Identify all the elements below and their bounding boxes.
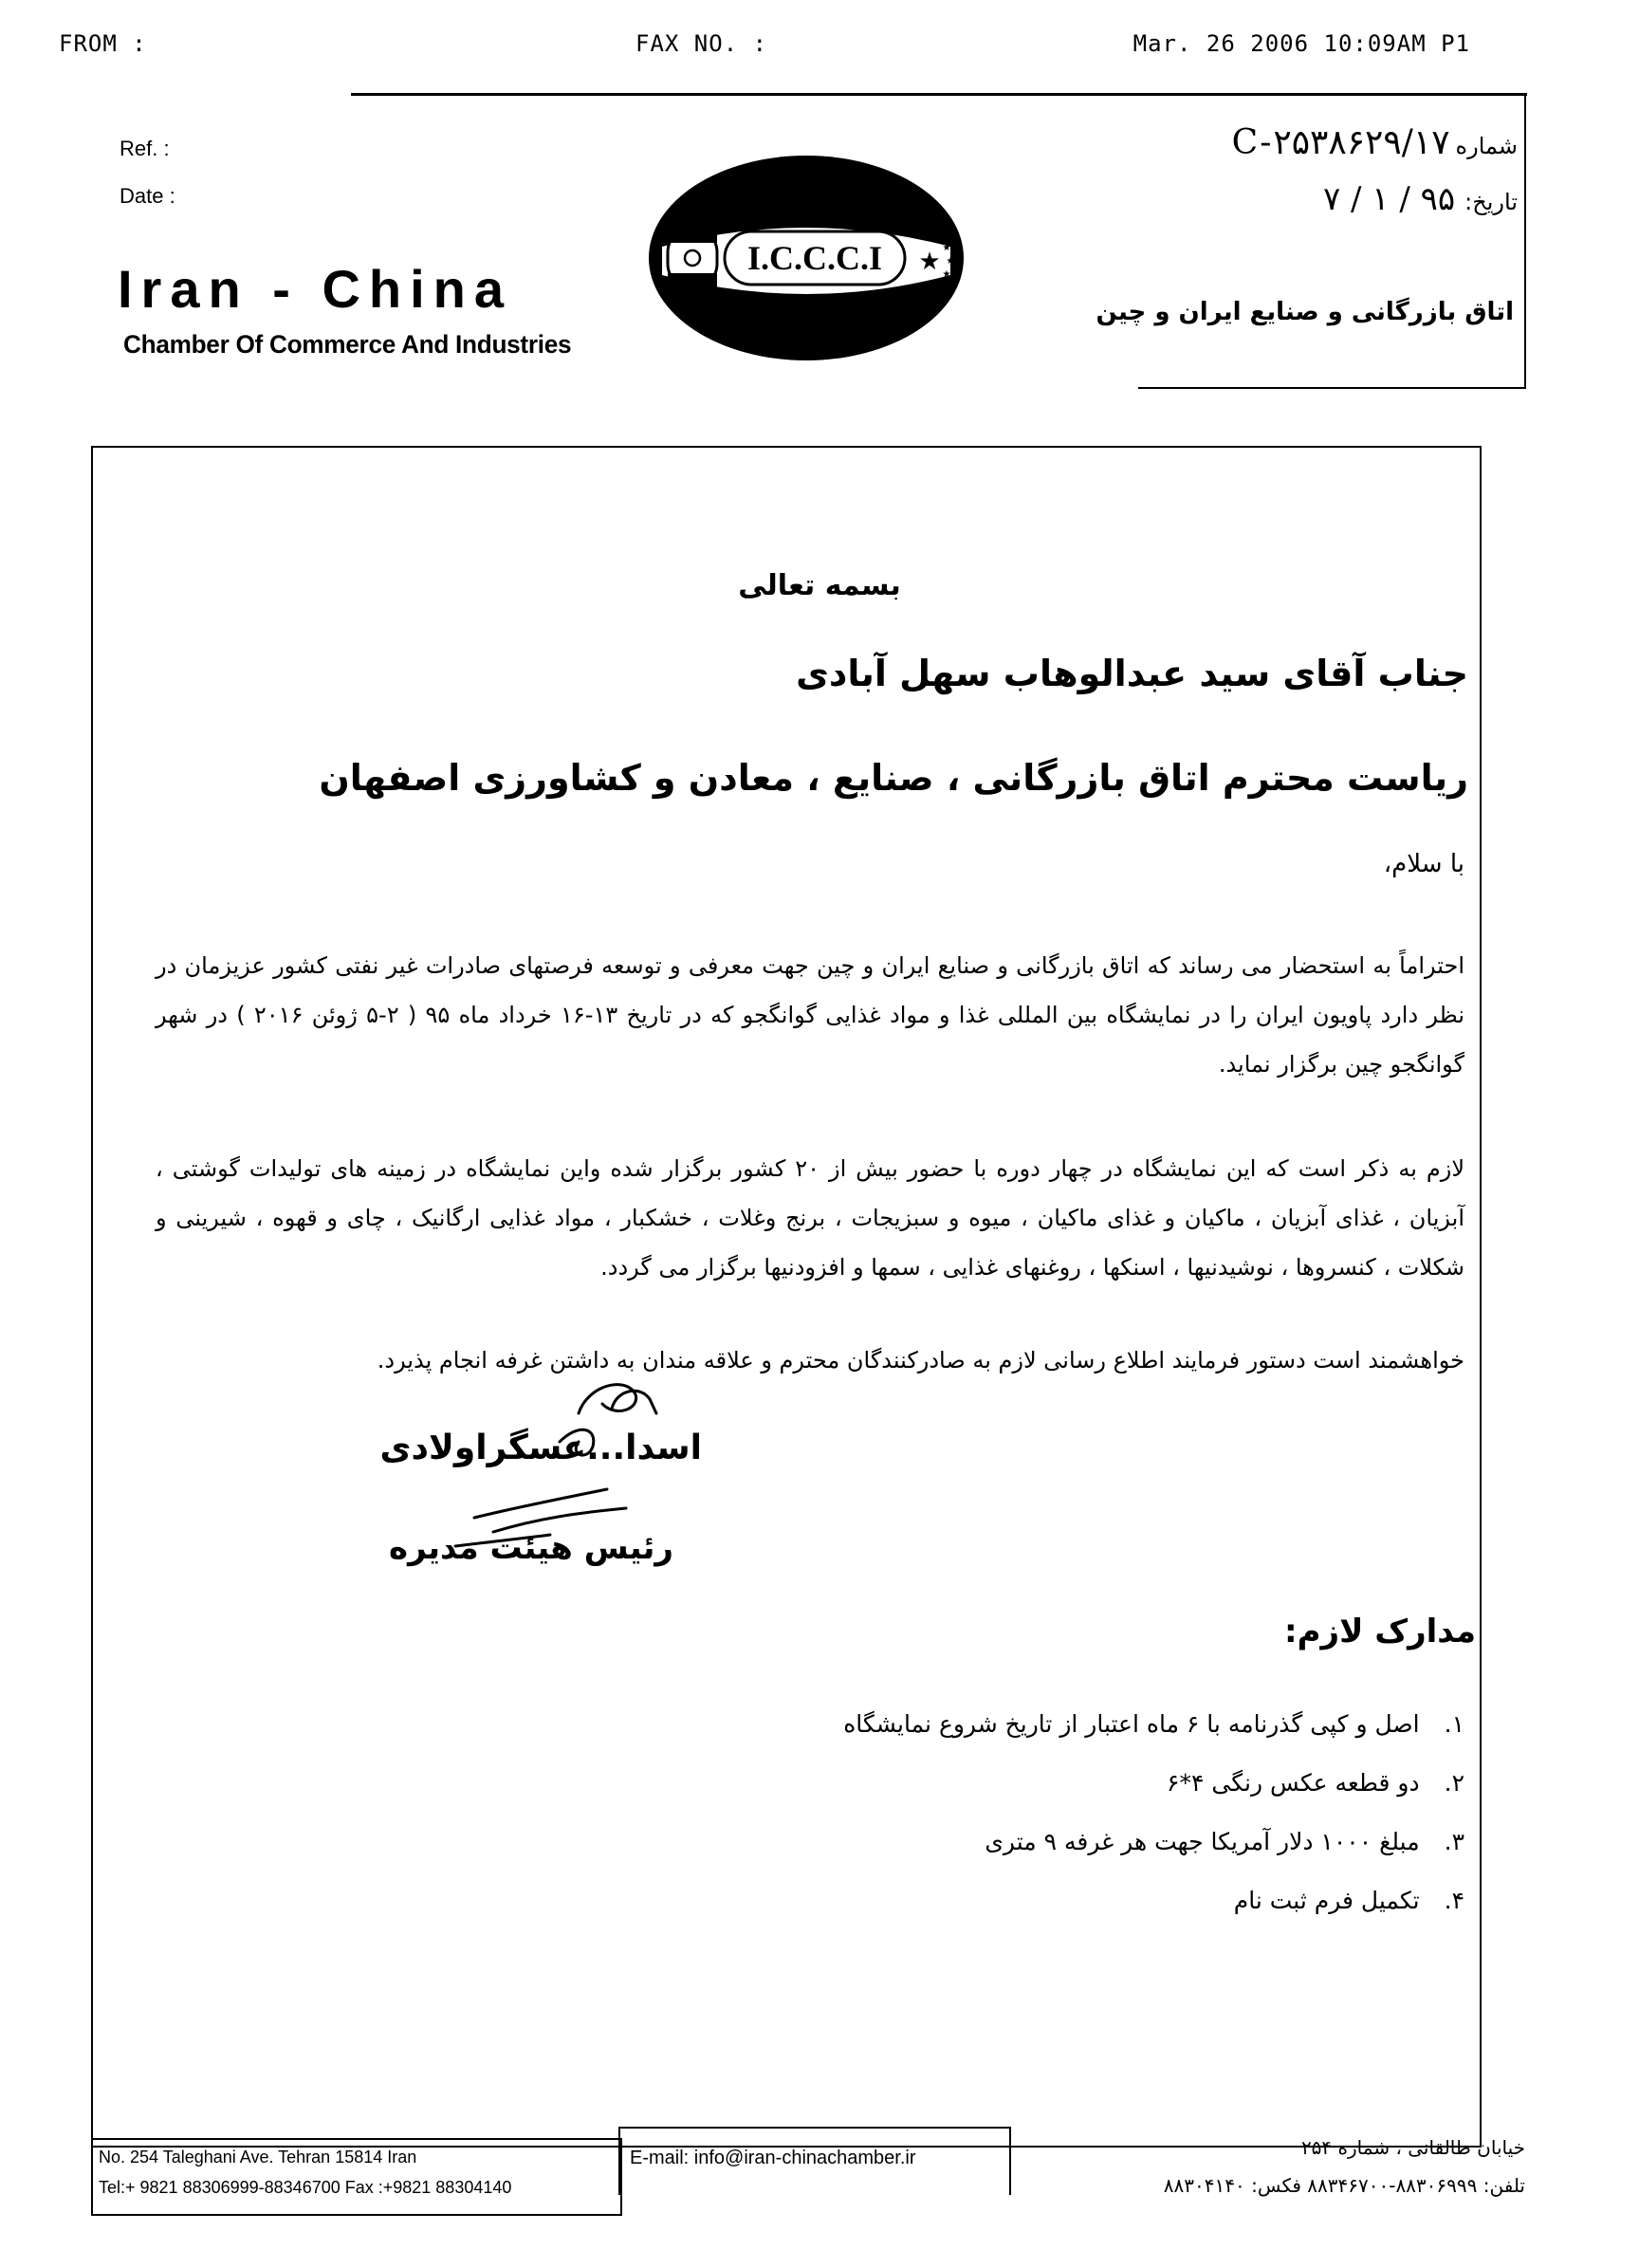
list-item-number: ۱. xyxy=(1444,1709,1464,1738)
requirements-title: مدارک لازم: xyxy=(1284,1613,1476,1650)
fax-datetime: Mar. 26 2006 10:09AM P1 xyxy=(1133,30,1470,57)
footer-phone-en: Tel:+ 9821 88306999-88346700 Fax :+9821 88304140 xyxy=(99,2178,512,2197)
letter-number xyxy=(1232,123,1518,162)
letter-number-label: شماره xyxy=(1455,133,1518,159)
fax-from: FROM : xyxy=(59,30,147,57)
china-flag-icon xyxy=(918,243,954,280)
svg-text:★: ★ xyxy=(942,243,951,253)
svg-text:★: ★ xyxy=(942,269,951,280)
list-item-text: تکمیل فرم ثبت نام xyxy=(1233,1886,1420,1914)
list-item xyxy=(843,1871,1464,1929)
fax-header xyxy=(0,30,1639,68)
chamber-logo xyxy=(645,152,967,364)
org-title-en: Iran - China xyxy=(118,259,513,319)
list-item-text: دو قطعه عکس رنگی ۴*۶ xyxy=(1167,1768,1420,1797)
letterhead-rule-right xyxy=(1524,93,1526,389)
list-item xyxy=(843,1812,1464,1871)
org-subtitle-en: Chamber Of Commerce And Industries xyxy=(123,330,572,359)
list-item-number: ۴. xyxy=(1444,1886,1464,1914)
letterhead-rule-bottom xyxy=(1138,387,1525,389)
org-title-fa: اتاق بازرگانی و صنایع ایران و چین xyxy=(1096,298,1514,326)
signer-name: اسدا...عسگراولادی xyxy=(379,1429,702,1467)
date-label: Date : xyxy=(120,184,175,208)
addressee-title: ریاست محترم اتاق بازرگانی ، صنایع ، معادن و کشاورزی اصفهان xyxy=(319,757,1468,799)
list-item-number: ۳. xyxy=(1444,1827,1464,1855)
requirements-list xyxy=(843,1694,1464,1929)
basmala: بسمه تعالی xyxy=(738,569,901,602)
letter-date-value: ۹۵ / ۱ / ۷ xyxy=(1322,180,1456,218)
letterhead-rule-top xyxy=(351,93,1527,96)
svg-text:★: ★ xyxy=(946,256,955,267)
paragraph-request: خواهشمند است دستور فرمایند اطلاع رسانی لازم به صادرکنندگان محترم و علاقه مندان به داشتن غرفه انجام پذیرد. xyxy=(377,1347,1464,1374)
footer-email: E-mail: info@iran-chinachamber.ir xyxy=(630,2148,916,2168)
greeting: با سلام، xyxy=(1383,850,1464,878)
letter-number-value: ۱۷/C-۲۵۳۸۶۲۹ xyxy=(1231,123,1450,162)
footer-address-fa: خیابان طالقانی ، شماره ۲۵۴ xyxy=(1300,2136,1525,2159)
list-item xyxy=(843,1694,1464,1753)
paragraph-intro: احتراماً به استحضار می رساند که اتاق بازرگانی و صنایع ایران و چین جهت معرفی و توسعه فرصتهای صادرات غیر نفتی کشور عزیزمان در نظر دارد پاویون ایران را در نمایشگاه بین المللی غذا و مواد غذایی گوانگجو که در تاریخ ۱۳-۱۶ خرداد ماه ۹۵ ( ۲-۵ ژوئن ۲۰۱۶ ) در شهر گوانگجو چین برگزار نماید. xyxy=(156,952,1465,1078)
addressee-name: جناب آقای سید عبدالوهاب سهل آبادی xyxy=(796,653,1468,694)
list-item-text: مبلغ ۱۰۰۰ دلار آمریکا جهت هر غرفه ۹ متری xyxy=(985,1827,1420,1855)
fax-number: FAX NO. : xyxy=(635,30,768,57)
footer-address-en: No. 254 Taleghani Ave. Tehran 15814 Iran xyxy=(99,2148,417,2167)
footer-phone-fa: تلفن: ۸۸۳۰۶۹۹۹-۸۸۳۴۶۷۰۰ فکس: ۸۸۳۰۴۱۴۰ xyxy=(1163,2174,1525,2197)
svg-text:★: ★ xyxy=(918,248,941,276)
logo-text: I.C.C.C.I xyxy=(746,239,883,277)
ref-label: Ref. : xyxy=(120,137,170,160)
list-item xyxy=(843,1753,1464,1812)
signer-title: رئیس هیئت مدیره xyxy=(389,1529,673,1567)
list-item-text: اصل و کپی گذرنامه با ۶ ماه اعتبار از تاریخ شروع نمایشگاه xyxy=(843,1709,1420,1738)
letter-date-label: تاریخ: xyxy=(1464,189,1518,215)
list-item-number: ۲. xyxy=(1444,1768,1464,1797)
paragraph-details: لازم به ذکر است که این نمایشگاه در چهار دوره با حضور بیش از ۲۰ کشور برگزار شده واین نمایشگاه در زمینه های تولیدات گوشتی ، آبزیان ، غذای آبزیان ، ماکیان و غذای ماکیان ، میوه و سبزیجات ، برنج وغلات ، خشکبار ، مواد غذایی ارگانیک ، چای و قهوه ، شیرینی و شکلات ، کنسروها ، نوشیدنیها ، اسنکها ، روغنهای غذایی ، سمها و افزودنیها برگزار می گردد. xyxy=(156,1155,1465,1281)
letter-date xyxy=(1323,180,1518,218)
